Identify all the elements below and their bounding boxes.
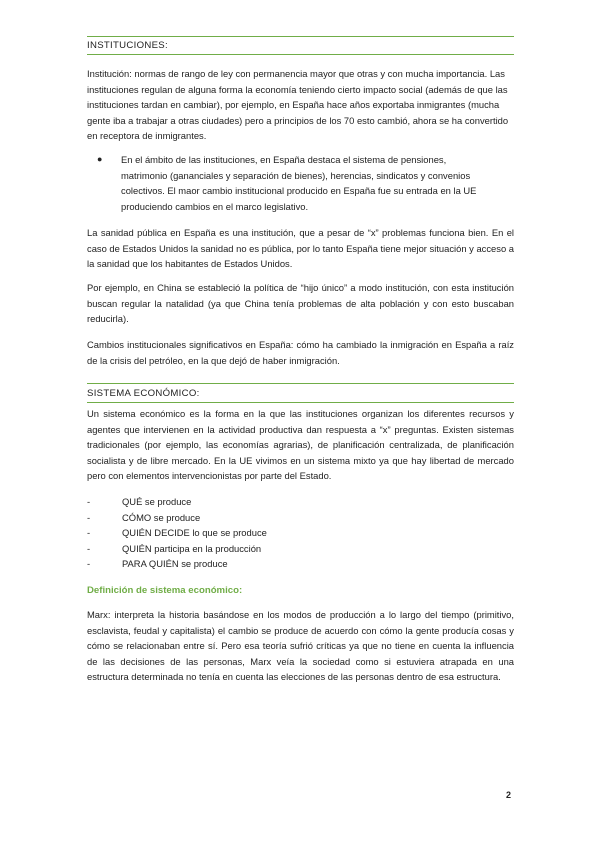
list-item: - QUÉ se produce <box>87 494 514 510</box>
page-number: 2 <box>506 790 512 800</box>
list-item: - CÓMO se produce <box>87 510 514 526</box>
list-item: - QUIÉN participa en la producción <box>87 541 514 557</box>
section-divider <box>87 383 514 384</box>
questions-list <box>87 494 514 572</box>
dash-icon: - <box>87 542 91 554</box>
bullet-text: En el ámbito de las instituciones, en España destaca el sistema de pensiones, matrimonio (gananciales y separación de bienes), herencias, sindicatos y convenios colectivos. El maor cambio institucional producido en España fue su entrada en la UE produciendo cambios en el marco legislativo. <box>121 154 477 212</box>
paragraph-cambios-institucionales: Cambios institucionales significativos en España: cómo ha cambiado la inmigración en España a raíz de la crisis del petróleo, en la que dejó de haber inmigración. <box>87 339 514 366</box>
paragraph-sanidad: La sanidad pública en España es una institución, que a pesar de “x” problemas funciona bien. En el caso de Estados Unidos la sanidad no es pública, por lo tanto España tiene mejor situación y acceso a la sanidad que los habitantes de Estados Unidos. <box>87 227 514 270</box>
heading-underline <box>87 54 514 55</box>
bullet-dot-icon: ● <box>97 154 103 164</box>
heading-underline <box>87 402 514 403</box>
dash-icon: - <box>87 511 91 523</box>
paragraph-china: Por ejemplo, en China se estableció la política de “hijo único” a modo institución, con esta institución buscan regular la natalidad (ya que China tenía problemas de alta población y con esto buscaban reducirla). <box>87 282 514 325</box>
paragraph-sistema-economico: Un sistema económico es la forma en la que las instituciones organizan los diferentes recursos y agentes que intervienen en la actividad productiva dan respuesta a “x” preguntas. Existen sistemas tradicionales (por ejemplo, las economías agrarias), de planificación centralizada, de planificación socialista y de libre mercado. En la UE vivimos en un sistema mixto ya que hay libertad de mercado pero con elementos intervencionistas por parte del Estado. <box>87 408 514 482</box>
top-rule <box>87 36 514 37</box>
section-heading-instituciones: INSTITUCIONES: <box>87 40 168 51</box>
dash-icon: - <box>87 496 91 507</box>
list-item: - QUIÉN DECIDE lo que se produce <box>87 525 514 541</box>
paragraph-institucion-definition: Institución: normas de rango de ley con permanencia mayor que otras y con mucha importancia. Las instituciones regulan de alguna forma la economía teniendo cierto impacto social (además de que las instituciones tardan en cambiar), por ejemplo, en España hace años exportaba inmigrantes (mucha gente iba a trabajar a otras ciudades) pero a principios de los 70 esto cambió, ahora se ha convertido en receptora de inmigrantes. <box>87 68 509 142</box>
subheading-definicion: Definición de sistema económico: <box>87 585 243 596</box>
paragraph-marx: Marx: interpreta la historia basándose en los modos de producción a lo largo del tiempo (primitivo, esclavista, feudal y capitalista) el cambio se produce de acuerdo con cómo la gente producía cosas y cómo se relacionaban entre sí. Pero esa teoría sufrió críticas ya que no tiene en cuenta la influencia de las decisiones de las personas, Marx veía la sociedad como si estuviera atrapada en una estructura determinada no tenía en cuenta las elecciones de las personas dentro de esa estructura. <box>87 609 514 683</box>
list-item: - PARA QUIÉN se produce <box>87 556 514 572</box>
dash-icon: - <box>87 558 91 569</box>
dash-icon: - <box>87 527 91 538</box>
bullet-item-instituciones-espana <box>97 152 489 214</box>
section-heading-sistema-economico: SISTEMA ECONÓMICO: <box>87 388 200 399</box>
